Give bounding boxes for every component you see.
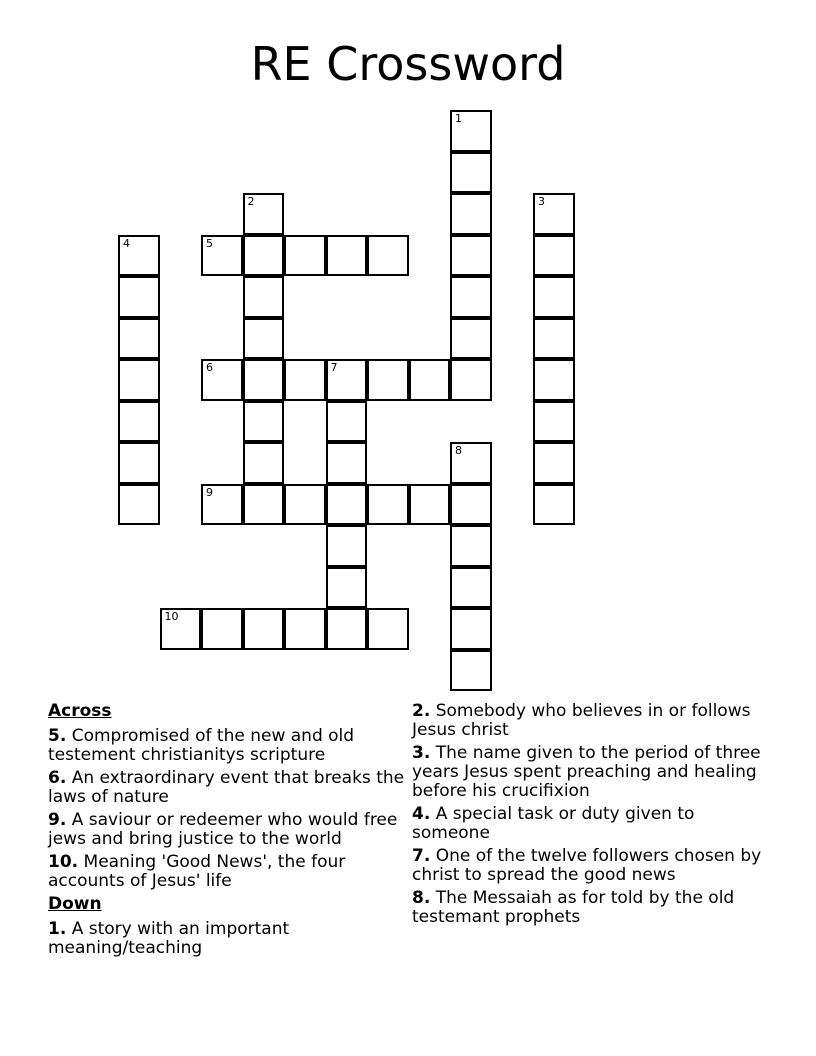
crossword-cell[interactable] [450, 567, 492, 609]
crossword-cell[interactable] [201, 608, 243, 650]
cell-number: 9 [206, 485, 213, 499]
clue-number: 5. [48, 726, 67, 746]
crossword-cell[interactable] [326, 401, 368, 443]
crossword-cell[interactable] [326, 567, 368, 609]
crossword-cell[interactable] [450, 608, 492, 650]
crossword-cell[interactable] [367, 359, 409, 401]
crossword-cell[interactable] [533, 235, 575, 277]
cell-number: 1 [455, 112, 462, 125]
clue-number: 3. [412, 743, 431, 763]
page-title: RE Crossword [250, 37, 566, 91]
crossword-cell[interactable] [243, 235, 285, 277]
crossword-cell[interactable] [450, 442, 492, 484]
clues-left-column [48, 702, 408, 962]
crossword-cell[interactable] [118, 401, 160, 443]
crossword-cell[interactable] [243, 276, 285, 318]
crossword-cell[interactable] [450, 650, 492, 692]
crossword-cell[interactable] [533, 484, 575, 526]
crossword-cell[interactable] [533, 193, 575, 235]
cell-number: 5 [206, 236, 213, 250]
cell-number: 2 [247, 195, 255, 208]
crossword-cell[interactable] [409, 484, 451, 526]
crossword-cell[interactable] [450, 359, 492, 401]
clue-number: 9. [48, 810, 67, 830]
crossword-cell[interactable] [160, 608, 202, 650]
clue-text: One of the twelve followers chosen by christ to spread the good news [412, 846, 762, 885]
clue-number: 7. [412, 846, 431, 866]
cell-number: 4 [123, 236, 130, 250]
crossword-cell[interactable] [243, 359, 285, 401]
crossword-cell[interactable] [243, 484, 285, 526]
crossword-cell[interactable] [326, 608, 368, 650]
crossword-cell[interactable] [450, 235, 492, 277]
crossword-cell[interactable] [533, 401, 575, 443]
crossword-cell[interactable] [533, 276, 575, 318]
crossword-cell[interactable] [450, 110, 492, 152]
clue-number: 8. [412, 888, 431, 908]
cell-number: 7 [330, 361, 338, 374]
crossword-cell[interactable] [284, 484, 326, 526]
clue-text: A special task or duty given to someone [412, 804, 695, 843]
crossword-cell[interactable] [243, 318, 285, 360]
clue-across-10 [48, 853, 408, 891]
crossword-cell[interactable] [326, 525, 368, 567]
clue-across-6 [48, 769, 408, 807]
crossword-cell[interactable] [367, 484, 409, 526]
clue-number: 2. [412, 701, 431, 721]
crossword-cell[interactable] [118, 318, 160, 360]
crossword-cell[interactable] [450, 525, 492, 567]
crossword-cell[interactable] [326, 235, 368, 277]
clue-text: Meaning 'Good News', the four accounts of Jesus' life [48, 852, 346, 891]
crossword-cell[interactable] [450, 152, 492, 194]
clue-down-7 [412, 847, 772, 885]
clue-number: 1. [48, 919, 67, 939]
crossword-cell[interactable] [201, 484, 243, 526]
crossword-cell[interactable] [450, 318, 492, 360]
crossword-cell[interactable] [326, 484, 368, 526]
clue-text: Compromised of the new and old testement christianitys scripture [48, 726, 355, 765]
cell-number: 10 [164, 610, 179, 623]
crossword-cell[interactable] [409, 359, 451, 401]
crossword-cell[interactable] [118, 442, 160, 484]
crossword-cell[interactable] [284, 608, 326, 650]
cell-number: 3 [538, 195, 545, 208]
clue-down-4 [412, 805, 772, 843]
crossword-cell[interactable] [118, 276, 160, 318]
crossword-cell[interactable] [533, 318, 575, 360]
crossword-cell[interactable] [284, 235, 326, 277]
crossword-cell[interactable] [243, 608, 285, 650]
crossword-cell[interactable] [326, 359, 368, 401]
crossword-cell[interactable] [118, 235, 160, 277]
clue-text: The Messaiah as for told by the old testemant prophets [412, 888, 735, 927]
down-heading: Down [48, 894, 102, 914]
crossword-cell[interactable] [284, 359, 326, 401]
cell-number: 6 [206, 361, 213, 374]
crossword-cell[interactable] [533, 442, 575, 484]
clue-number: 10. [48, 852, 79, 872]
crossword-cell[interactable] [367, 608, 409, 650]
clue-text: A saviour or redeemer who would free jews and bring justice to the world [48, 810, 398, 849]
crossword-cell[interactable] [243, 401, 285, 443]
clue-down-8 [412, 889, 772, 927]
clue-text: An extraordinary event that breaks the laws of nature [48, 768, 405, 807]
crossword-cell[interactable] [243, 193, 285, 235]
clue-down-1 [48, 920, 408, 958]
clue-down-3 [412, 744, 772, 801]
crossword-cell[interactable] [201, 235, 243, 277]
clue-text: The name given to the period of three years Jesus spent preaching and healing before his crucifixion [412, 743, 761, 801]
crossword-cell[interactable] [533, 359, 575, 401]
crossword-cell[interactable] [450, 484, 492, 526]
clues-right-column [412, 702, 772, 931]
clue-number: 6. [48, 768, 67, 788]
clue-across-5 [48, 727, 408, 765]
crossword-cell[interactable] [450, 276, 492, 318]
across-heading: Across [48, 701, 112, 721]
clue-across-9 [48, 811, 408, 849]
crossword-cell[interactable] [118, 359, 160, 401]
cell-number: 8 [455, 444, 462, 457]
crossword-cell[interactable] [243, 442, 285, 484]
clue-down-2 [412, 702, 772, 740]
clue-text: Somebody who believes in or follows Jesus christ [412, 701, 751, 740]
crossword-cell[interactable] [450, 193, 492, 235]
crossword-cell[interactable] [326, 442, 368, 484]
clue-number: 4. [412, 804, 431, 824]
crossword-cell[interactable] [367, 235, 409, 277]
crossword-cell[interactable] [118, 484, 160, 526]
clue-text: A story with an important meaning/teaching [48, 919, 290, 958]
crossword-cell[interactable] [201, 359, 243, 401]
